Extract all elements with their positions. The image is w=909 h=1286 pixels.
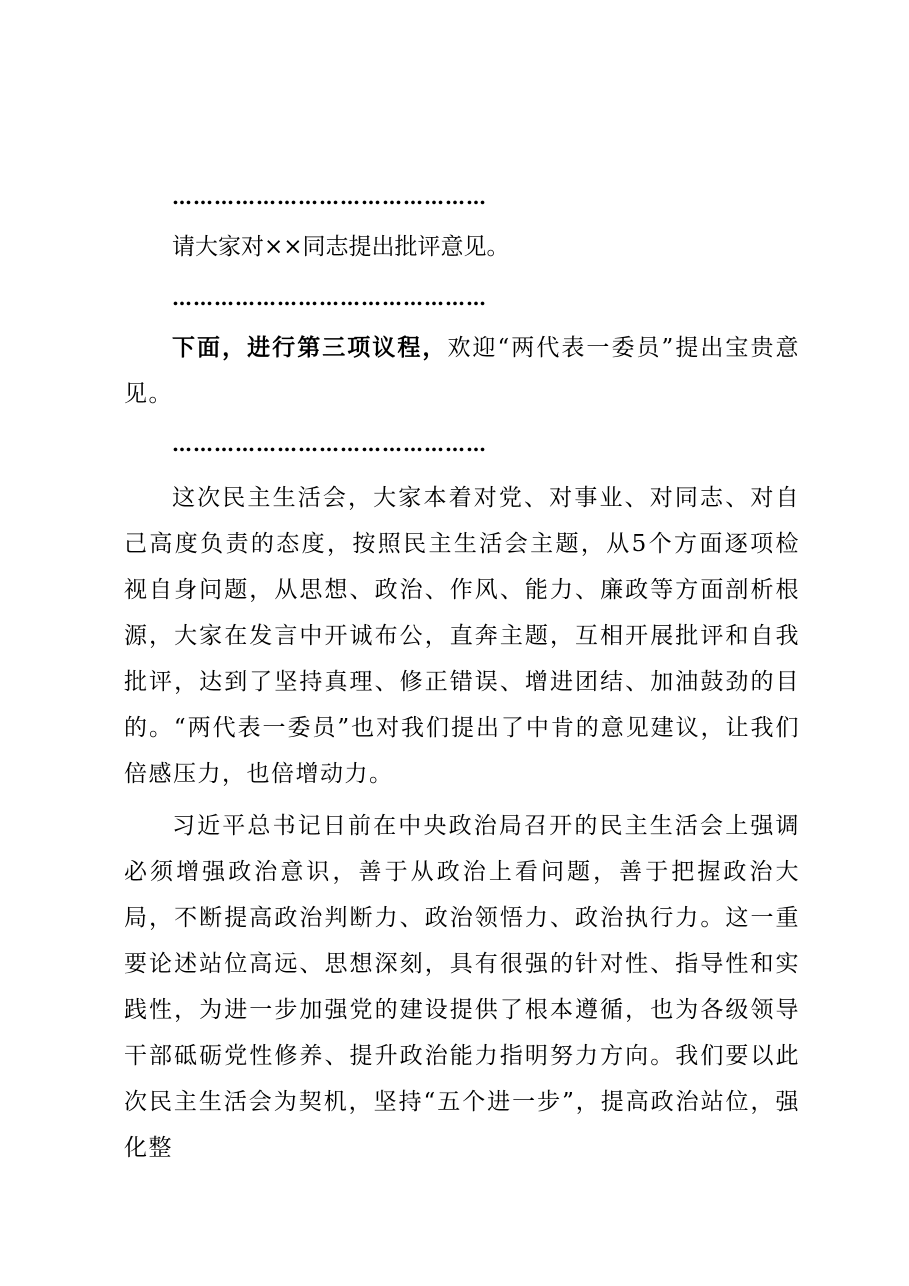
speech-paragraph: 习近平总书记日前在中央政治局召开的民主生活会上强调必须增强政治意识，善于从政治上看问题，善于把握政治大局，不断提高政治判断力、政治领悟力、政治执行力。这一重要论述站位高远、思想深刻，具有很强的针对性、指导性和实践性，为进一步加强党的建设提供了根本遵循，也为各级领导干部砥砺党性修养、提升政治能力指明努力方向。我们要以此次民主生活会为契机，坚持“五个进一步”，提高政治站位，强化整 [124,813,800,1161]
agenda-bold-text: 下面，进行第三项议程， [172,334,448,361]
agenda-paragraph [124,325,800,417]
document-page [124,170,800,1171]
ellipsis-separator: ……………………………………… [172,286,487,310]
agenda-normal-text: 欢迎“两代表一委员”提出宝贵意见。 [124,335,800,407]
request-line: 请大家对××同志提出批评意见。 [172,234,510,260]
ellipsis-separator: ……………………………………… [172,185,487,209]
summary-paragraph: 这次民主生活会，大家本着对党、对事业、对同志、对自己高度负责的态度，按照民主生活会主题，从5个方面逐项检视自身问题，从思想、政治、作风、能力、廉政等方面剖析根源，大家在发言中开诚布公，直奔主题，互相开展批评和自我批评，达到了坚持真理、修正错误、增进团结、加油鼓劲的目的。“两代表一委员”也对我们提出了中肯的意见建议，让我们倍感压力，也倍增动力。 [124,485,800,787]
ellipsis-separator: ……………………………………… [172,432,487,456]
